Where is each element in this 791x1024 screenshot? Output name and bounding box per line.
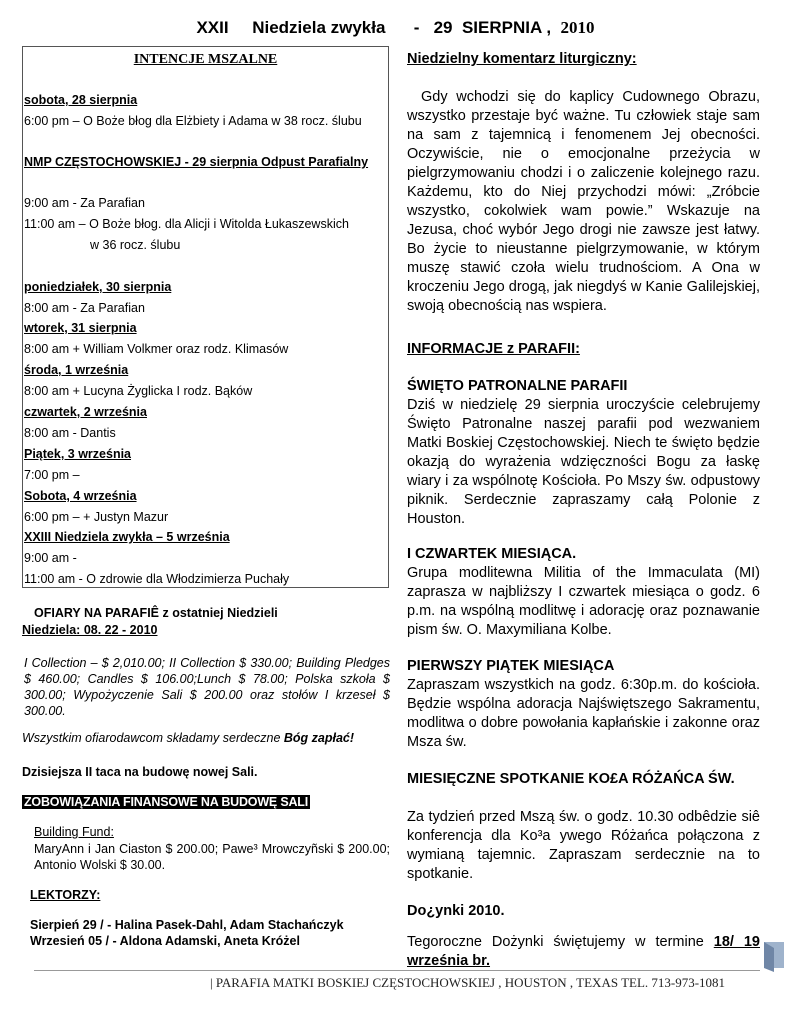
first-thursday-body: Grupa modlitewna Militia of the Immaculata (MI) zaprasza w najbliższy I czwartek miesiąca o godz. 6 p.m. na wspólną modlitwę i adorację oraz poznawanie pism św. O. Maxymiliana Kolbe. [407,565,760,638]
intention-line: 9:00 am - Za Parafian [24,196,145,210]
intention-line: 11:00 am – O Boże błog. dla Alicji i Witolda Łukaszewskich [24,217,349,231]
intention-line: 8:00 am - Dantis [24,426,116,440]
first-friday-body: Zapraszam wszystkich na godz. 6:30p.m. do kościoła. Będzie wspólna adoracja Najświętszego Sakramentu, modlitwa o dobre powołania kapłańskie i zakonne oraz Msza św. [407,677,760,750]
lectors-heading: LEKTORZY: [30,888,101,902]
building-fund-label: Building Fund: [34,825,114,839]
intention-line: Piątek, 3 września [24,447,132,461]
building-fund-text: MaryAnn i Jan Ciaston $ 200.00; Pawe³ Mrowczyñski $ 200.00; Antonio Wolski $ 30.00. [34,842,390,872]
lectors-line-2: Wrzesień 05 / - Aldona Adamski, Aneta Króżel [30,934,300,948]
page-corner-icon [760,938,788,972]
rosary-meeting-body: Za tydzień przed Mszą św. o godz. 10.30 odbêdzie siê konferencja dla Ko³a ywego Różańca połączona z wymianą tajemnic. Zapraszam serdecznie na to spotkanie. [407,809,760,882]
intentions-title: INTENCJE MSZALNE [133,52,278,67]
intention-line: sobota, 28 sierpnia [24,93,138,107]
intention-line: 7:00 pm – [24,468,80,482]
intention-line: 6:00 pm – O Boże błog dla Elżbiety i Adama w 38 rocz. ślubu [24,114,362,128]
commentary-heading: Niedzielny komentarz liturgiczny: [407,51,637,67]
patron-feast-heading: ŚWIĘTO PATRONALNE PARAFII [407,378,628,394]
offerings-body: I Collection – $ 2,010.00; II Collection $ 330.00; Building Pledges $ 460.00; Candles $ 106.00;Lunch $ 78.00; Polska szkoła $ 300.00; Wypożyczenie Sali $ 200.00 oraz stołów I krzeseł $ 300.00. [24,656,390,718]
harvest-heading: Do¿ynki 2010. [407,903,505,919]
intention-line: 11:00 am - O zdrowie dla Włodzimierza Puchały [24,572,290,586]
footer: | PARAFIA MATKI BOSKIEJ CZĘSTOCHOWSKIEJ , HOUSTON , TEXAS TEL. 713-973-1081 [210,975,726,990]
first-thursday-heading: I CZWARTEK MIESIĄCA. [407,546,577,562]
offerings-thanks: Wszystkim ofiarodawcom składamy serdeczne Bóg zapłać! [22,731,355,745]
info-heading: INFORMACJE z PARAFII: [407,341,580,357]
offerings-date: Niedziela: 08. 22 - 2010 [22,623,158,637]
intention-line: 9:00 am - [24,551,77,565]
intention-line: 8:00 am + Lucyna Żyglicka I rodz. Bąków [24,384,253,398]
intention-line: czwartek, 2 września [24,405,147,419]
intention-line: wtorek, 31 sierpnia [24,321,137,335]
intention-line: środa, 1 września [24,363,129,377]
page-title-year: 2010 [560,18,595,37]
obligations-heading: ZOBOWIĄZANIA FINANSOWE NA BUDOWĘ SALI [24,795,309,809]
intention-line: NMP CZĘSTOCHOWSKIEJ - 29 sierpnia Odpust Parafialny [24,155,369,169]
harvest-body: Tegoroczne Dożynki świętujemy w termine 18/ 19 września br. [407,934,760,969]
intention-line: 8:00 am - Za Parafian [24,301,145,315]
intention-line: poniedziałek, 30 sierpnia [24,280,172,294]
intention-line: 6:00 pm – + Justyn Mazur [24,510,169,524]
intention-line: 8:00 am + William Volkmer oraz rodz. Klimasów [24,342,289,356]
intention-line: w 36 rocz. ślubu [90,238,181,252]
footer-divider [34,970,760,971]
first-friday-heading: PIERWSZY PIĄTEK MIESIĄCA [407,658,615,674]
offerings-heading: OFIARY NA PARAFIÊ z ostatniej Niedzieli [34,606,278,620]
patron-feast-body: Dziś w niedzielę 29 sierpnia uroczyście celebrujemy Święto Patronalne naszej parafii pod wezwaniem Matki Boskiej Częstochowskiej. Niech te święto będzie okazją do wyrażenia wdzięczności Bogu za łaskę wiary i za wspólnotę Kościoła. Po Mszy św. odpustowy piknik. Serdecznie zapraszamy całą Polonie z Houston. [407,397,760,527]
rosary-meeting-heading: MIESIĘCZNE SPOTKANIE KO£A RÓŻAŃCA ŚW. [407,771,735,787]
commentary-body: Gdy wchodzi się do kaplicy Cudownego Obrazu, wszystko przestaje być ważne. Tu człowiek staje sam na sam z tajemnicą i fenomenem Jej obecności. Oczywiście, nie o emocjonalne przeżycia w pielgrzymowaniu chodzi i o zaliczenie kolejnego razu. Każdemu, kto do Niej przychodzi mówi: „Zróbcie wszystko, cokolwiek wam powie.” Wskazuje na Jezusa, choć wybór Jego drogi nie zawsze jest łatwy. Bo życie to nieustanne pielgrzymowanie, w którym muszę stawić czoła wielu trudnościom. A Ona w kroczeniu Jego drogą, jak niegdyś w Kanie Galilejskiej, swoją obecnością nas wspiera. [407,89,760,314]
page-title: XXII Niedziela zwykła - 29 SIERPNIA , 2010 [196,18,595,37]
intention-line: XXIII Niedziela zwykła – 5 września [24,530,230,544]
lectors-line-1: Sierpień 29 / - Halina Pasek-Dahl, Adam Stachańczyk [30,918,344,932]
intention-line: Sobota, 4 września [24,489,137,503]
second-collection-note: Dzisiejsza II taca na budowę nowej Sali. [22,765,258,779]
